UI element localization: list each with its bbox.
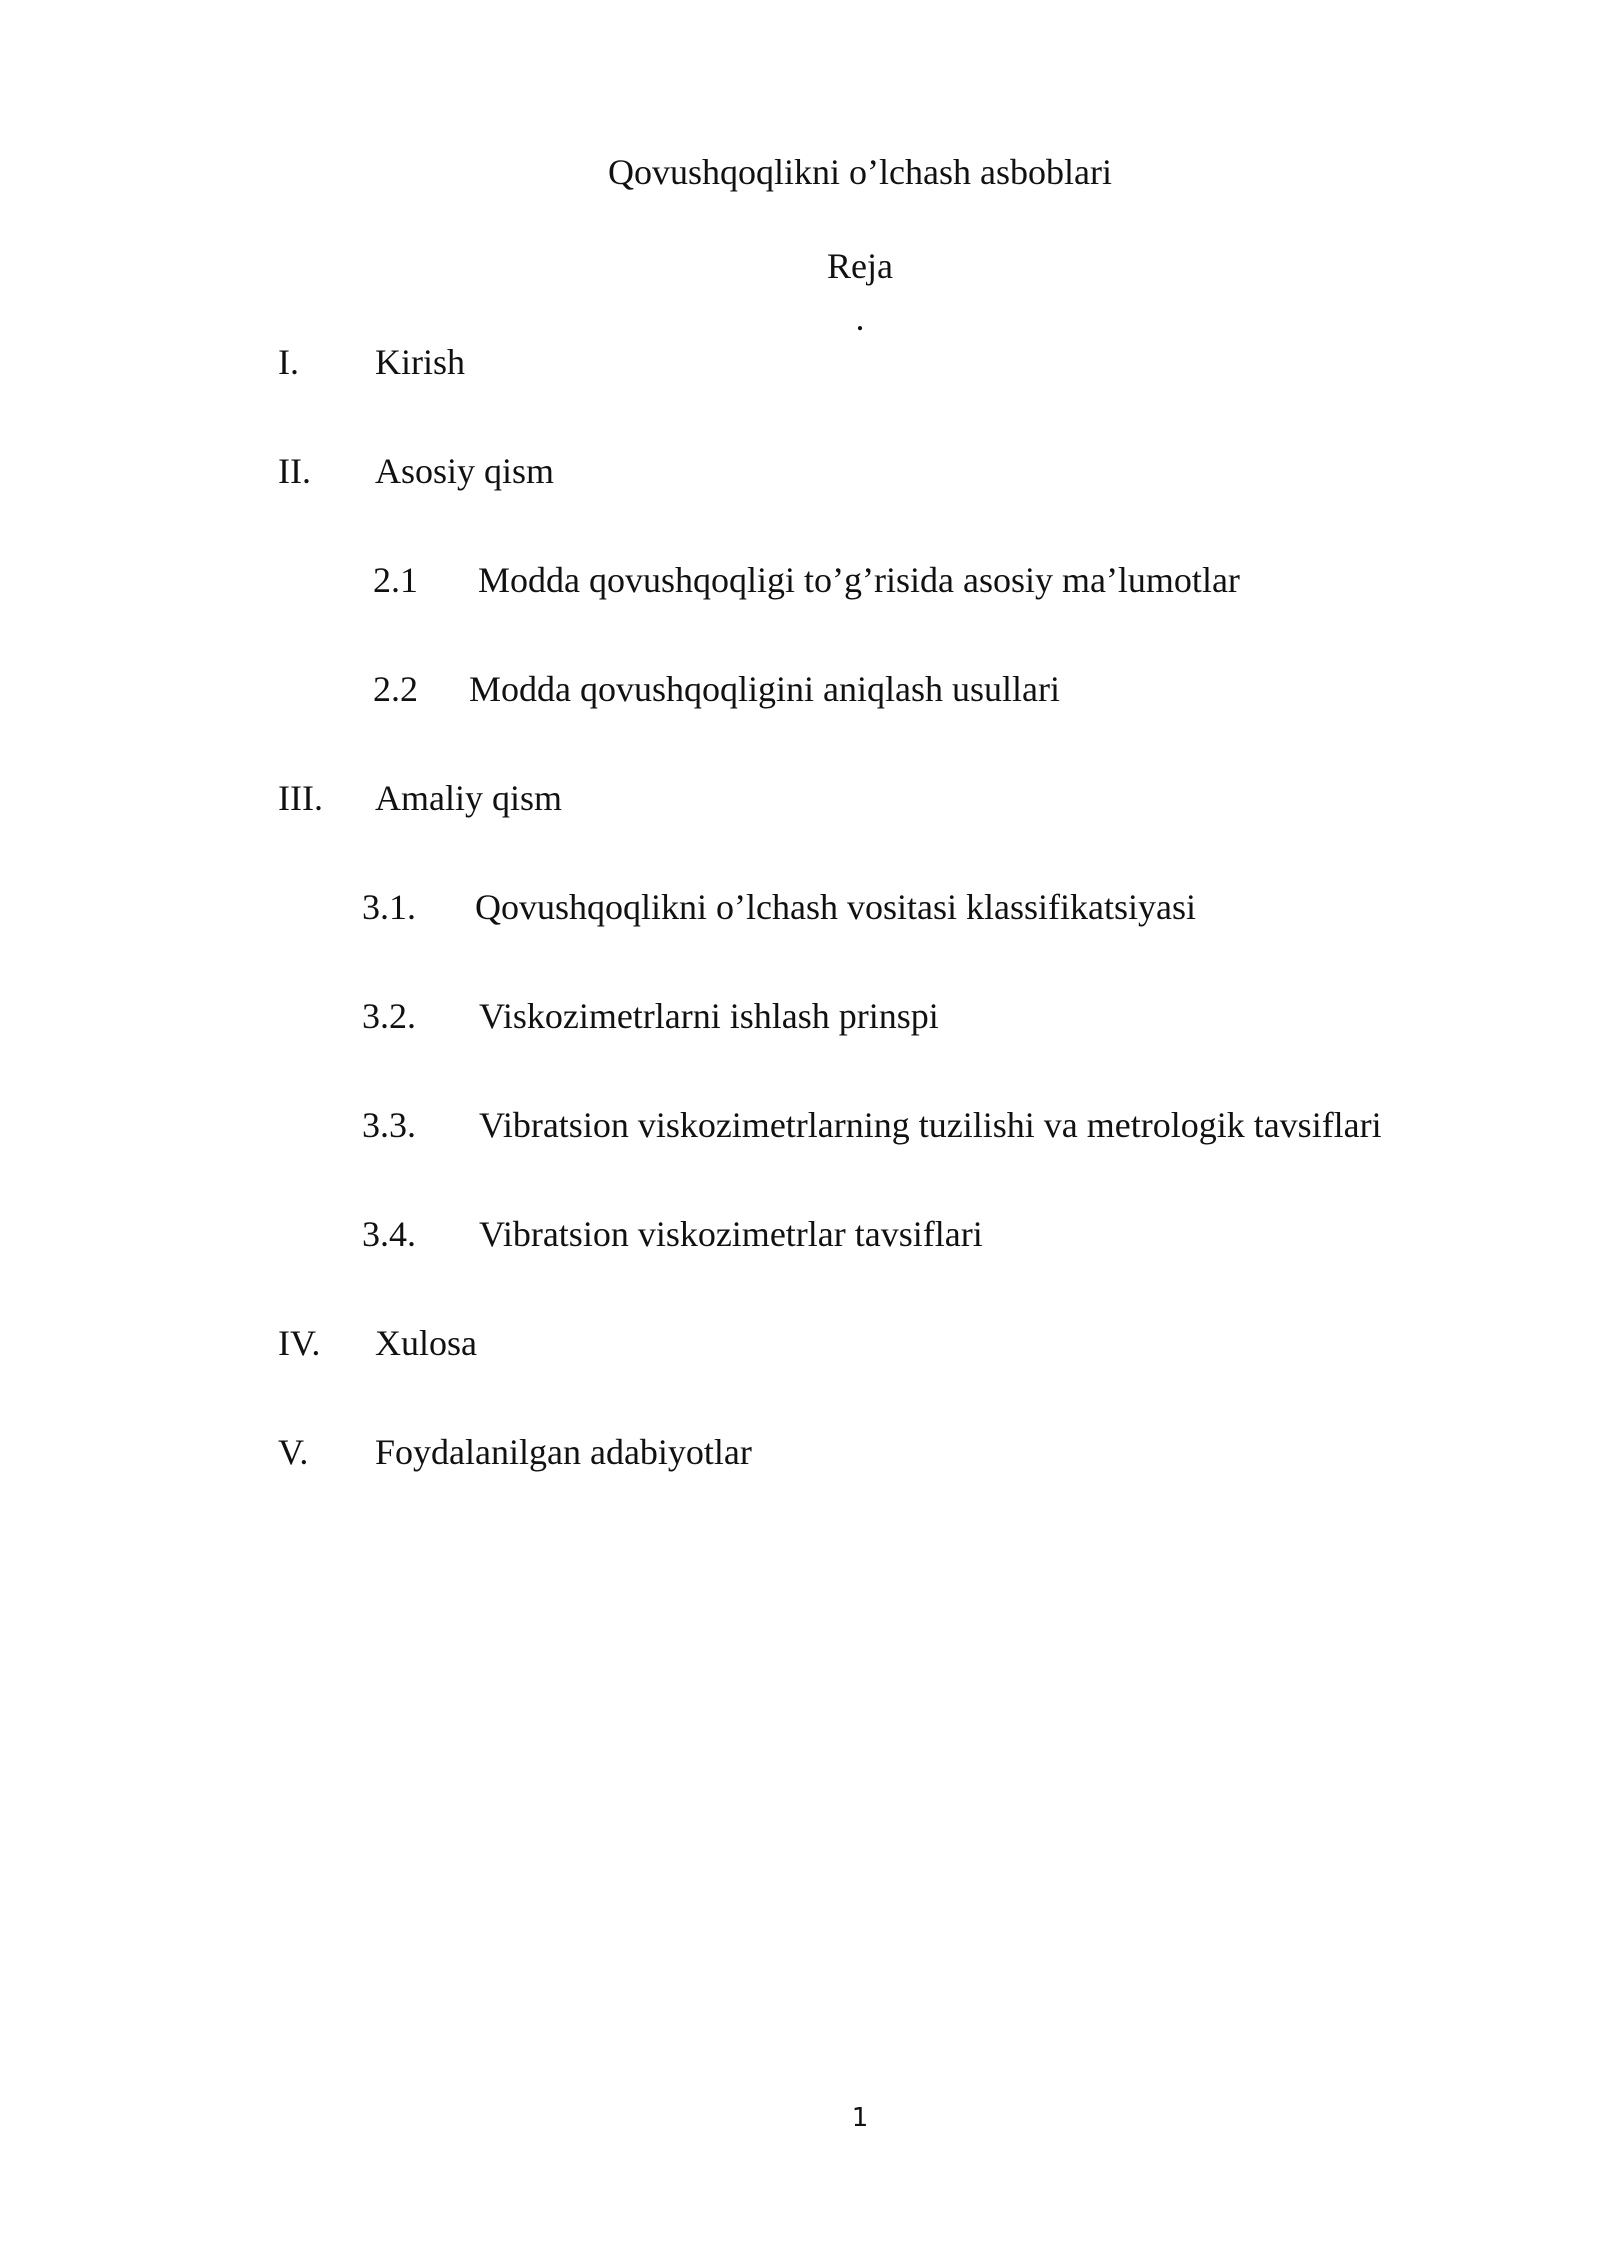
toc-item-text: Asosiy qism (375, 451, 555, 491)
plan-heading: Reja (827, 246, 893, 286)
plan-heading-mark: . (855, 298, 865, 338)
toc-item-text: Vibratsion viskozimetrlarning tuzilishi va metrologik tavsiflari (479, 1105, 1382, 1145)
toc-item-number: 2.1 (373, 560, 418, 600)
toc-item-number: 2.2 (373, 669, 418, 709)
toc-item-number: III. (278, 778, 323, 818)
toc-item-number: 3.2. (362, 996, 416, 1036)
toc-item-text: Xulosa (375, 1323, 477, 1363)
toc-item-text: Modda qovushqoqligini aniqlash usullari (469, 669, 1060, 709)
toc-item-text: Kirish (375, 342, 465, 382)
toc-item-text: Vibratsion viskozimetrlar tavsiflari (479, 1214, 983, 1254)
document-title: Qovushqoqlikni o’lchash asboblari (608, 152, 1112, 192)
toc-item-number: I. (278, 342, 299, 382)
toc-item-text: Viskozimetrlarni ishlash prinspi (479, 996, 939, 1036)
toc-item-text: Amaliy qism (375, 778, 562, 818)
toc-item-number: IV. (278, 1323, 321, 1363)
toc-item-text: Foydalanilgan adabiyotlar (375, 1432, 752, 1472)
page-number: 1 (851, 2103, 869, 2133)
toc-item-number: 3.1. (362, 887, 416, 927)
toc-item-text: Qovushqoqlikni o’lchash vositasi klassifikatsiyasi (475, 887, 1196, 927)
toc-item-number: V. (278, 1432, 309, 1472)
toc-item-number: 3.4. (362, 1214, 416, 1254)
toc-item-number: 3.3. (362, 1105, 416, 1145)
toc-item-text: Modda qovushqoqligi to’g’risida asosiy ma’lumotlar (478, 560, 1240, 600)
toc-item-number: II. (278, 451, 311, 491)
